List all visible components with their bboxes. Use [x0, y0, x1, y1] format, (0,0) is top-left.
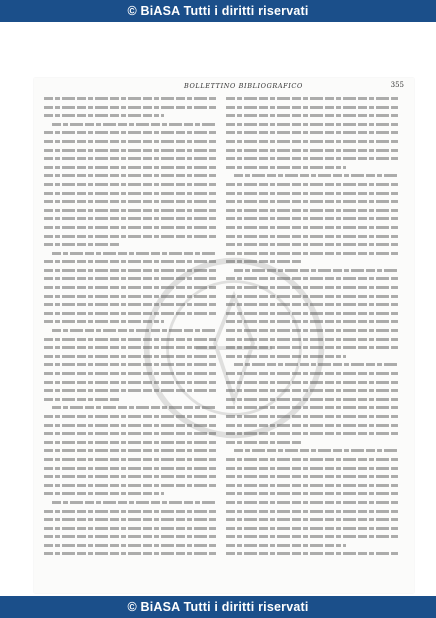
bottom-banner-text: © BiASA Tutti i diritti riservati — [127, 600, 309, 614]
left-text-column — [44, 94, 216, 574]
top-copyright-banner — [0, 0, 436, 22]
bottom-copyright-banner — [0, 596, 436, 618]
running-title: BOLLETTINO BIBLIOGRAFICO — [184, 82, 303, 90]
right-text-column — [226, 94, 398, 574]
top-banner-text: © BiASA Tutti i diritti riservati — [127, 4, 309, 18]
scanned-page — [34, 78, 414, 593]
page-number: 355 — [390, 81, 404, 89]
